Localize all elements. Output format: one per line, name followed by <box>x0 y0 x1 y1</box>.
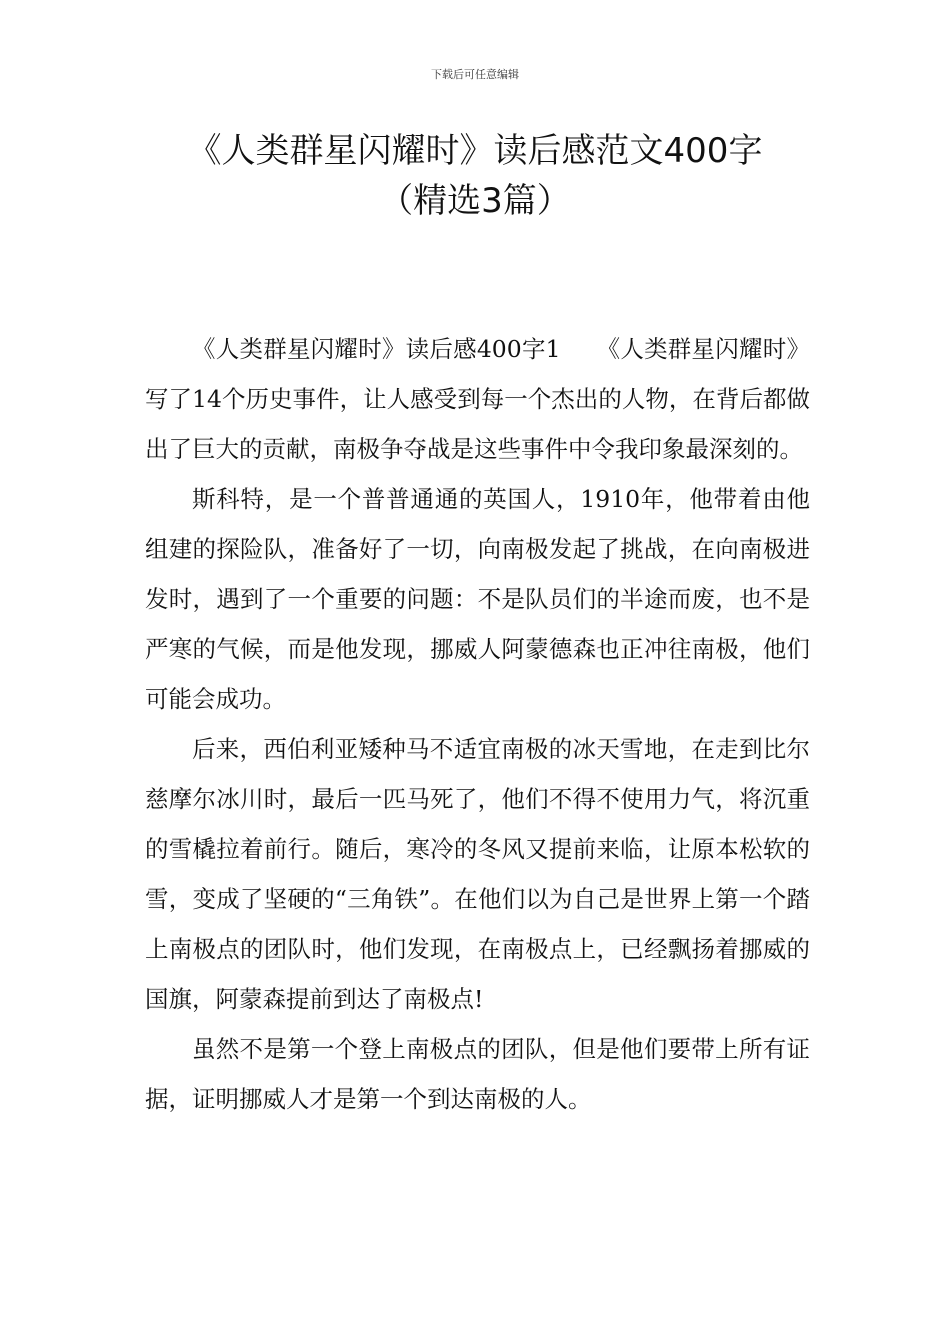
paragraph-4: 虽然不是第一个登上南极点的团队，但是他们要带上所有证据，证明挪威人才是第一个到达南极的人。 <box>145 1035 810 1113</box>
title-line-2: （精选3篇） <box>379 181 571 221</box>
paragraph-1: 《人类群星闪耀时》读后感400字1 《人类群星闪耀时》写了14个历史事件，让人感受到每一个杰出的人物，在背后都做出了巨大的贡献，南极争夺战是这些事件中令我印象最深刻的。 <box>145 335 810 463</box>
paragraph-3: 后来，西伯利亚矮种马不适宜南极的冰天雪地，在走到比尔慈摩尔冰川时，最后一匹马死了，他们不得不使用力气，将沉重的雪橇拉着前行。随后，寒冷的冬风又提前来临，让原本松软的雪，变成了坚硬的“三角铁”。在他们以为自己是世界上第一个踏上南极点的团队时，他们发现，在南极点上，已经飘扬着挪威的国旗，阿蒙森提前到达了南极点! <box>145 735 810 1013</box>
paragraph-2: 斯科特，是一个普普通通的英国人，1910年，他带着由他组建的探险队，准备好了一切，向南极发起了挑战，在向南极进发时，遇到了一个重要的问题：不是队员们的半途而废，也不是严寒的气候，而是他发现，挪威人阿蒙德森也正冲往南极，他们可能会成功。 <box>145 485 810 713</box>
document-body <box>145 324 810 1124</box>
document-title <box>60 126 890 226</box>
title-line-1: 《人类群星闪耀时》读后感范文400字 <box>187 131 763 171</box>
header-note: 下载后可任意编辑 <box>431 68 519 81</box>
